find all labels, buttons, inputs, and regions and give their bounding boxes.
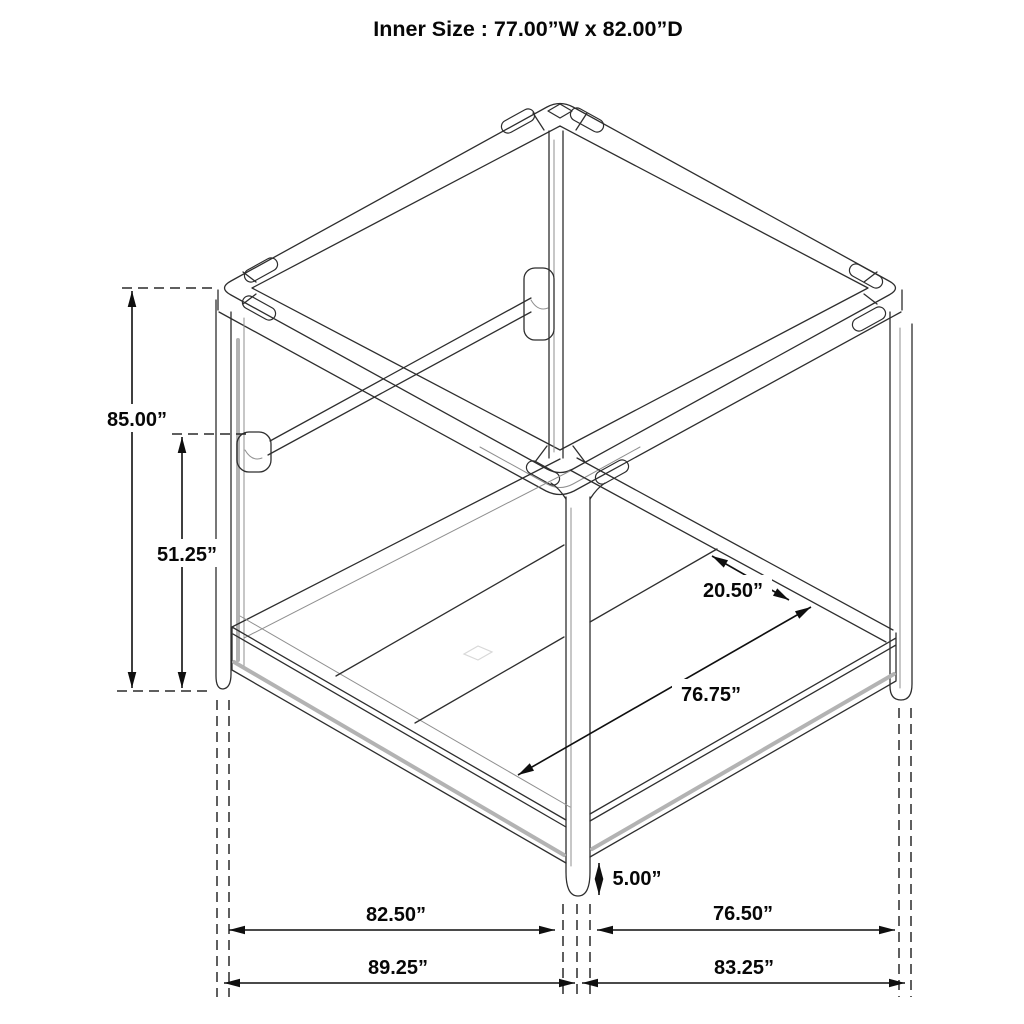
canopy-frame bbox=[218, 104, 902, 495]
deck-slats bbox=[336, 545, 717, 723]
dimension-lines bbox=[132, 291, 905, 983]
left-post bbox=[216, 300, 244, 689]
rail-hook-left bbox=[237, 432, 271, 472]
back-post bbox=[549, 131, 563, 458]
side-support-rail bbox=[237, 268, 554, 472]
dim-label-side-depth-overall: 83.25” bbox=[713, 957, 775, 979]
canopy-slot-holes bbox=[240, 106, 888, 488]
slat-deck bbox=[232, 458, 896, 863]
dim-label-front-width-inner: 82.50” bbox=[365, 904, 427, 926]
dim-label-side-depth-inner: 76.50” bbox=[712, 903, 774, 925]
dim-label-side-rail-height: 51.25” bbox=[156, 544, 218, 566]
dim-label-front-width-overall: 89.25” bbox=[367, 957, 429, 979]
dim-label-deck-length: 76.75” bbox=[680, 684, 742, 706]
front-post bbox=[551, 483, 605, 896]
dim-label-overall-height: 85.00” bbox=[106, 409, 168, 431]
dim-label-foot-height: 5.00” bbox=[612, 868, 662, 890]
right-post bbox=[890, 312, 912, 700]
dim-label-slat-gap: 20.50” bbox=[702, 580, 764, 602]
corner-seam-marks bbox=[243, 104, 877, 462]
bed-posts bbox=[216, 131, 912, 896]
drawing-title: Inner Size : 77.00”W x 82.00”D bbox=[373, 17, 683, 41]
dimension-labels bbox=[102, 17, 774, 979]
